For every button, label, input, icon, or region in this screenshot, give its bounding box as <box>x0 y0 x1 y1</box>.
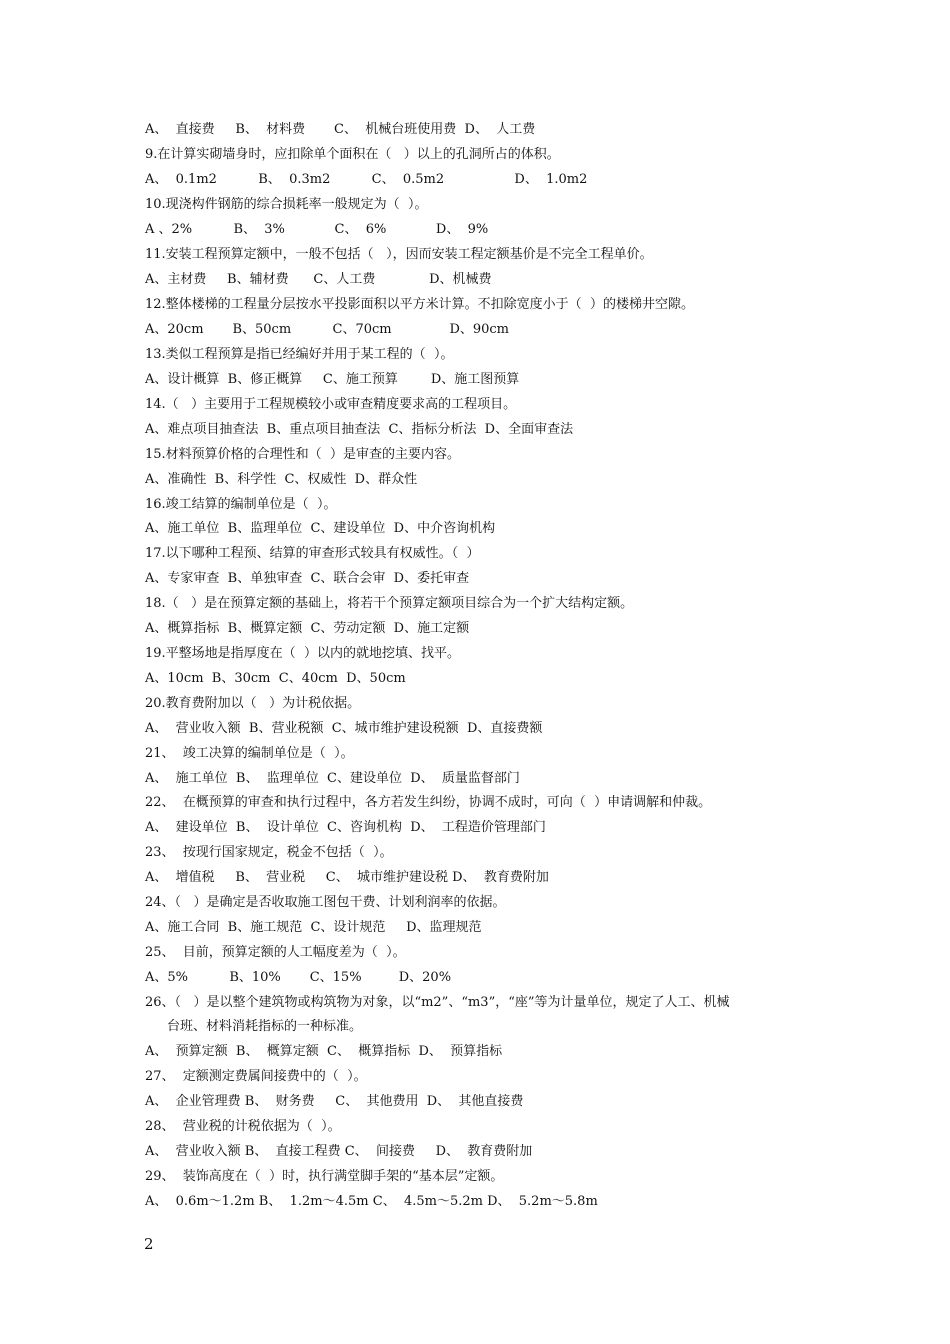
text-line-33: A、施工合同 B、施工规范 C、设计规范 D、监理规范 <box>145 920 482 935</box>
text-line-14: 15.材料预算价格的合理性和（ ）是审查的主要内容。 <box>145 447 460 462</box>
text-line-23: A、10cm B、30cm C、40cm D、50cm <box>145 671 406 686</box>
text-line-24: 20.教育费附加以（ ）为计税依据。 <box>145 696 361 711</box>
text-line-22: 19.平整场地是指厚度在（ ）以内的就地挖填、找平。 <box>145 646 460 661</box>
text-line-25: A、 营业收入额 B、营业税额 C、城市维护建设税额 D、直接费额 <box>145 721 543 736</box>
text-line-21: A、概算指标 B、概算定额 C、劳动定额 D、施工定额 <box>145 621 470 636</box>
text-line-26: 21、 竣工决算的编制单位是（ ）。 <box>145 746 354 761</box>
text-line-32: 24、（ ）是确定是否收取施工图包干费、计划利润率的依据。 <box>145 895 506 910</box>
text-line-18: 17.以下哪种工程预、结算的审查形式较具有权威性。（ ） <box>145 546 480 561</box>
text-line-19: A、专家审查 B、单独审查 C、联合会审 D、委托审查 <box>145 571 470 586</box>
text-line-12: 14.（ ）主要用于工程规模较小或审查精度要求高的工程项目。 <box>145 397 517 412</box>
text-line-6: 11.安装工程预算定额中，一般不包括（ ），因而安装工程定额基价是不完全工程单价。 <box>145 247 653 262</box>
text-line-40: A、 企业管理费 B、 财务费 C、 其他费用 D、 其他直接费 <box>145 1094 524 1109</box>
text-line-11: A、设计概算 B、修正概算 C、施工预算 D、施工图预算 <box>145 372 520 387</box>
text-line-7: A、主材费 B、辅材费 C、人工费 D、机械费 <box>145 272 492 287</box>
text-line-17: A、施工单位 B、监理单位 C、建设单位 D、中介咨询机构 <box>145 521 496 536</box>
text-line-3: A、 0.1m2 B、 0.3m2 C、 0.5m2 D、 1.0m2 <box>145 172 588 187</box>
text-line-15: A、准确性 B、科学性 C、权威性 D、群众性 <box>145 472 418 487</box>
text-line-13: A、难点项目抽查法 B、重点项目抽查法 C、指标分析法 D、全面审查法 <box>145 422 574 437</box>
text-line-29: A、 建设单位 B、 设计单位 C、咨询机构 D、 工程造价管理部门 <box>145 820 546 835</box>
text-line-30: 23、 按现行国家规定，税金不包括（ ）。 <box>145 845 393 860</box>
text-line-41: 28、 营业税的计税依据为（ ）。 <box>145 1119 341 1134</box>
text-line-37: 台班、材料消耗指标的一种标准。 <box>167 1019 363 1034</box>
text-line-20: 18.（ ）是在预算定额的基础上，将若干个预算定额项目综合为一个扩大结构定额。 <box>145 596 634 611</box>
page-number: 2 <box>144 1235 154 1253</box>
text-line-16: 16.竣工结算的编制单位是（ ）。 <box>145 497 337 512</box>
text-line-4: 10.现浇构件钢筋的综合损耗率一般规定为（ ）。 <box>145 197 428 212</box>
text-line-10: 13.类似工程预算是指已经编好并用于某工程的（ ）。 <box>145 347 454 362</box>
text-line-28: 22、 在概预算的审查和执行过程中，各方若发生纠纷，协调不成时，可向（ ）申请调解和仲裁。 <box>145 795 712 810</box>
text-line-9: A、20cm B、50cm C、70cm D、90cm <box>145 322 510 337</box>
text-line-5: A 、2% B、 3% C、 6% D、 9% <box>145 222 489 237</box>
text-line-39: 27、 定额测定费属间接费中的（ ）。 <box>145 1069 367 1084</box>
text-line-1: A、 直接费 B、 材料费 C、 机械台班使用费 D、 人工费 <box>145 122 536 137</box>
text-line-27: A、 施工单位 B、 监理单位 C、建设单位 D、 质量监督部门 <box>145 771 520 786</box>
text-line-31: A、 增值税 B、 营业税 C、 城市维护建设税 D、 教育费附加 <box>145 870 549 885</box>
text-line-2: 9.在计算实砌墙身时，应扣除单个面积在（ ）以上的孔洞所占的体积。 <box>145 147 560 162</box>
text-line-44: A、 0.6m～1.2m B、 1.2m～4.5m C、 4.5m～5.2m D、 5.2m～5.8m <box>145 1194 598 1209</box>
text-line-43: 29、 装饰高度在（ ）时，执行满堂脚手架的“基本层”定额。 <box>145 1169 504 1184</box>
text-line-38: A、 预算定额 B、 概算定额 C、 概算指标 D、 预算指标 <box>145 1044 503 1059</box>
text-line-8: 12.整体楼梯的工程量分层按水平投影面积以平方米计算。不扣除宽度小于（ ）的楼梯井空隙。 <box>145 297 694 312</box>
text-line-35: A、5% B、10% C、15% D、20% <box>145 970 452 985</box>
text-line-36: 26、（ ）是以整个建筑物或构筑物为对象，以“m2”、“m3”，“座”等为计量单位，规定了人工、机械 <box>145 995 730 1010</box>
text-line-42: A、 营业收入额 B、 直接工程费 C、 间接费 D、 教育费附加 <box>145 1144 533 1159</box>
text-line-34: 25、 目前，预算定额的人工幅度差为（ ）。 <box>145 945 406 960</box>
